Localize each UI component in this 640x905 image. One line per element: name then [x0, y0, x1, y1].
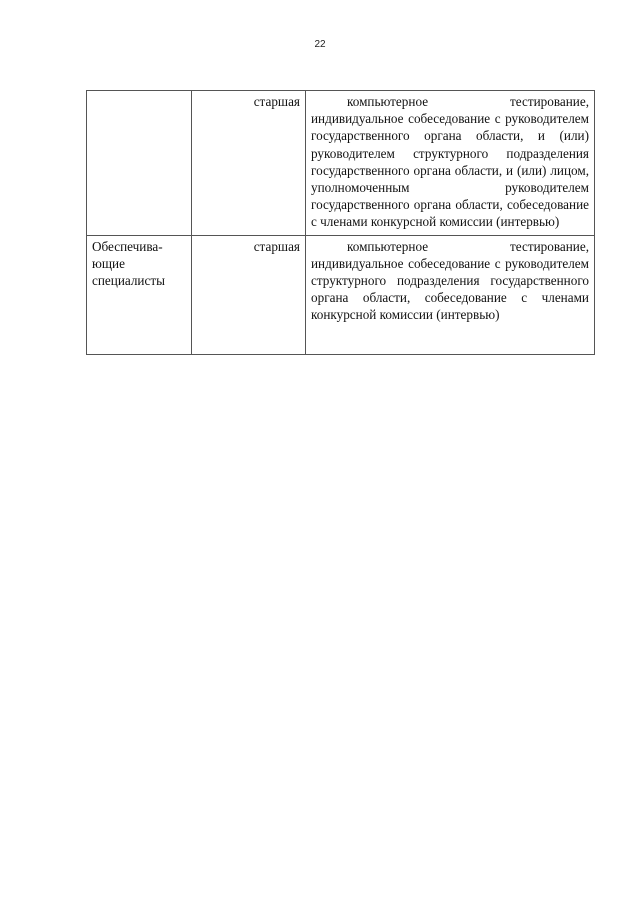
category-cell [87, 91, 192, 236]
qualification-table [86, 90, 595, 355]
selection-stages-text: компьютерное тестирование, индивидуальное собеседование с руководителем государственного органа области, и (или) руководителем структурного подразделения государственного органа области, и (или) лицом, уполномоченным руководителем государственного органа области, собеседование с членами конкурсной комиссии (интервью) [311, 94, 589, 230]
position-group-cell: старшая [192, 91, 306, 236]
selection-stages-cell [306, 91, 595, 236]
category-cell: Обеспечива-ющие специалисты [87, 235, 192, 354]
position-group-cell: старшая [192, 235, 306, 354]
selection-stages-cell [306, 235, 595, 354]
page-number: 22 [314, 39, 326, 50]
table-row [87, 91, 595, 236]
selection-stages-text: компьютерное тестирование, индивидуальное собеседование с руководителем структурного подразделения государственного органа области, собеседование с членами конкурсной комиссии (интервью) [311, 238, 589, 323]
table-row [87, 235, 595, 354]
